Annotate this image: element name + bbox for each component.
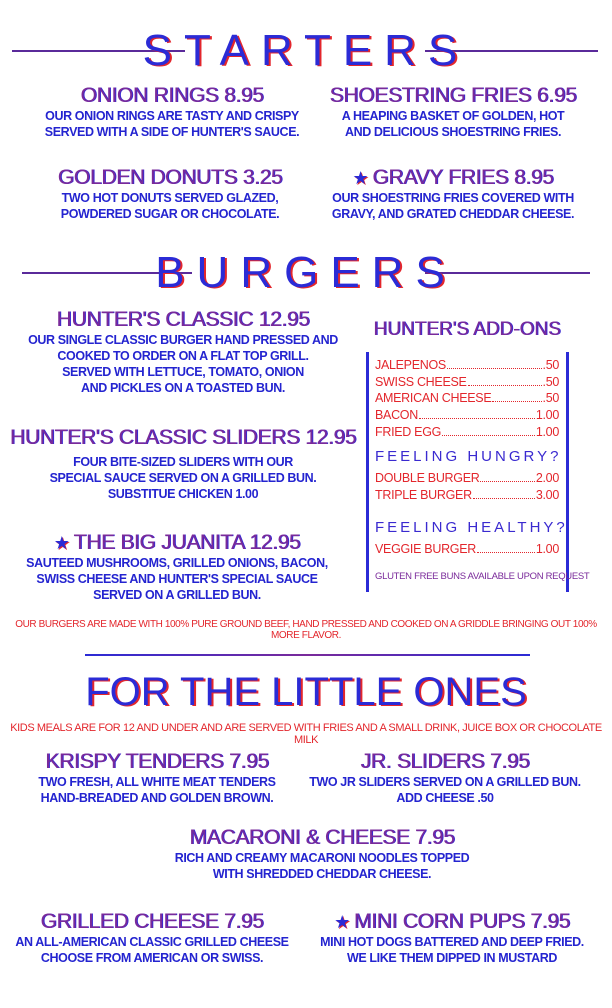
menu-item [320,910,584,966]
item-desc: WE LIKE THEM DIPPED IN MUSTARD [347,951,557,965]
addon-row [375,541,559,557]
item-name: GRILLED CHEESE 7.95 [40,910,264,933]
item-desc: SERVED WITH A SIDE OF HUNTER'S SAUCE. [44,125,300,139]
addon-price: 2.00 [535,471,559,485]
feeling-healthy-heading: FEELING HEALTHY? [375,519,568,536]
addon-name: DOUBLE BURGER [375,471,480,485]
item-desc: OUR SINGLE CLASSIC BURGER HAND PRESSED AND [28,333,338,347]
item-desc: TWO HOT DONUTS SERVED GLAZED, [61,191,279,205]
item-desc: POWDERED SUGAR OR CHOCOLATE. [60,207,280,221]
menu-item [58,166,283,222]
addon-row [375,374,559,390]
item-desc: A HEAPING BASKET OF GOLDEN, HOT [341,109,565,123]
menu-item [175,826,470,882]
item-desc: HAND-BREADED AND GOLDEN BROWN. [40,791,274,805]
menu-item [15,910,288,966]
addon-name: TRIPLE BURGER [375,488,472,502]
item-name: KRISPY TENDERS 7.95 [45,750,269,773]
item-desc: CHOOSE FROM AMERICAN OR SWISS. [40,951,264,965]
addon-name: VEGGIE BURGER [375,542,476,556]
menu-item [309,750,580,806]
menu-item [26,531,328,603]
item-desc: SERVED ON A GRILLED BUN. [93,588,261,602]
feeling-hungry-heading: FEELING HUNGRY? [375,448,562,465]
item-name: THE BIG JUANITA 12.95 [73,531,301,554]
item-desc: FOUR BITE-SIZED SLIDERS WITH OUR [73,455,293,469]
item-desc: GRAVY, AND GRATED CHEDDAR CHEESE. [331,207,575,221]
gluten-free-note: GLUTEN FREE BUNS AVAILABLE UPON REQUEST [375,571,590,582]
divider-line [85,654,530,656]
item-desc: MINI HOT DOGS BATTERED AND DEEP FRIED. [320,935,584,949]
kids-note: KIDS MEALS ARE FOR 12 AND UNDER AND ARE SERVED WITH FRIES AND A SMALL DRINK, JUICE BOX OR CHOCOLATE MILK [10,722,602,746]
menu-item [330,84,577,140]
addon-price: 1.00 [535,542,559,556]
addon-price: 3.00 [535,488,559,502]
item-desc: OUR ONION RINGS ARE TASTY AND CRISPY [45,109,299,123]
menu-item [10,426,356,502]
item-name: MINI CORN PUPS 7.95 [353,910,570,933]
addon-row [375,487,559,503]
menu-item [28,308,338,396]
star-icon: ★ [352,168,369,188]
addons-title: HUNTER'S ADD-ONS [373,319,561,340]
starters-title: STARTERS [142,26,470,75]
item-desc: WITH SHREDDED CHEDDAR CHEESE. [212,867,432,881]
addon-price: .50 [542,391,559,405]
item-name: JR. SLIDERS 7.95 [360,750,530,773]
addon-name: JALEPENOS [375,358,446,372]
burgers-title: BURGERS [155,248,457,297]
addon-price: 1.00 [535,408,559,422]
item-desc: SERVED WITH LETTUCE, TOMATO, ONION [62,365,304,379]
item-name: ONION RINGS 8.95 [80,84,264,107]
item-name: SHOESTRING FRIES 6.95 [329,84,577,107]
item-name: GRAVY FRIES 8.95 [372,166,554,189]
item-desc: RICH AND CREAMY MACARONI NOODLES TOPPED [174,851,470,865]
item-desc: AN ALL-AMERICAN CLASSIC GRILLED CHEESE [15,935,289,949]
item-desc: ADD CHEESE .50 [396,791,494,805]
addon-row [375,470,559,486]
addon-price: .50 [542,358,559,372]
addon-row [375,424,559,440]
item-name: MACARONI & CHEESE 7.95 [189,826,455,849]
menu-item [45,84,299,140]
item-desc: OUR SHOESTRING FRIES COVERED WITH [332,191,574,205]
addon-name: BACON [375,408,418,422]
addon-name: FRIED EGG [375,425,442,439]
item-desc: TWO FRESH, ALL WHITE MEAT TENDERS [38,775,276,789]
addon-price: 1.00 [535,425,559,439]
star-icon: ★ [53,533,70,553]
burgers-note: OUR BURGERS ARE MADE WITH 100% PURE GROUND BEEF, HAND PRESSED AND COOKED ON A GRIDDLE BRINGING OUT 100% MORE FLAVOR. [15,619,597,641]
item-desc: SWISS CHEESE AND HUNTER'S SPECIAL SAUCE [36,572,318,586]
addon-row [375,390,559,406]
menu-item [332,166,574,222]
item-desc: COOKED TO ORDER ON A FLAT TOP GRILL. [57,349,309,363]
item-desc: AND DELICIOUS SHOESTRING FRIES. [344,125,562,139]
item-name: HUNTER'S CLASSIC 12.95 [56,308,310,331]
item-desc: AND PICKLES ON A TOASTED BUN. [81,381,285,395]
addon-name: SWISS CHEESE [375,375,467,389]
addon-price: .50 [542,375,559,389]
item-name: GOLDEN DONUTS 3.25 [57,166,283,189]
item-desc: SAUTEED MUSHROOMS, GRILLED ONIONS, BACON, [26,556,328,570]
box-border-right [566,352,569,592]
menu-item [38,750,275,806]
item-name: HUNTER'S CLASSIC SLIDERS 12.95 [9,426,357,449]
box-border-left [366,352,369,592]
addon-name: AMERICAN CHEESE [375,391,492,405]
addon-row [375,357,559,373]
item-desc: TWO JR SLIDERS SERVED ON A GRILLED BUN. [309,775,581,789]
addon-row [375,407,559,423]
star-icon: ★ [334,912,350,932]
kids-title: FOR THE LITTLE ONES [85,670,527,714]
item-desc: SUBSTITUE CHICKEN 1.00 [107,487,259,501]
item-desc: SPECIAL SAUCE SERVED ON A GRILLED BUN. [49,471,317,485]
